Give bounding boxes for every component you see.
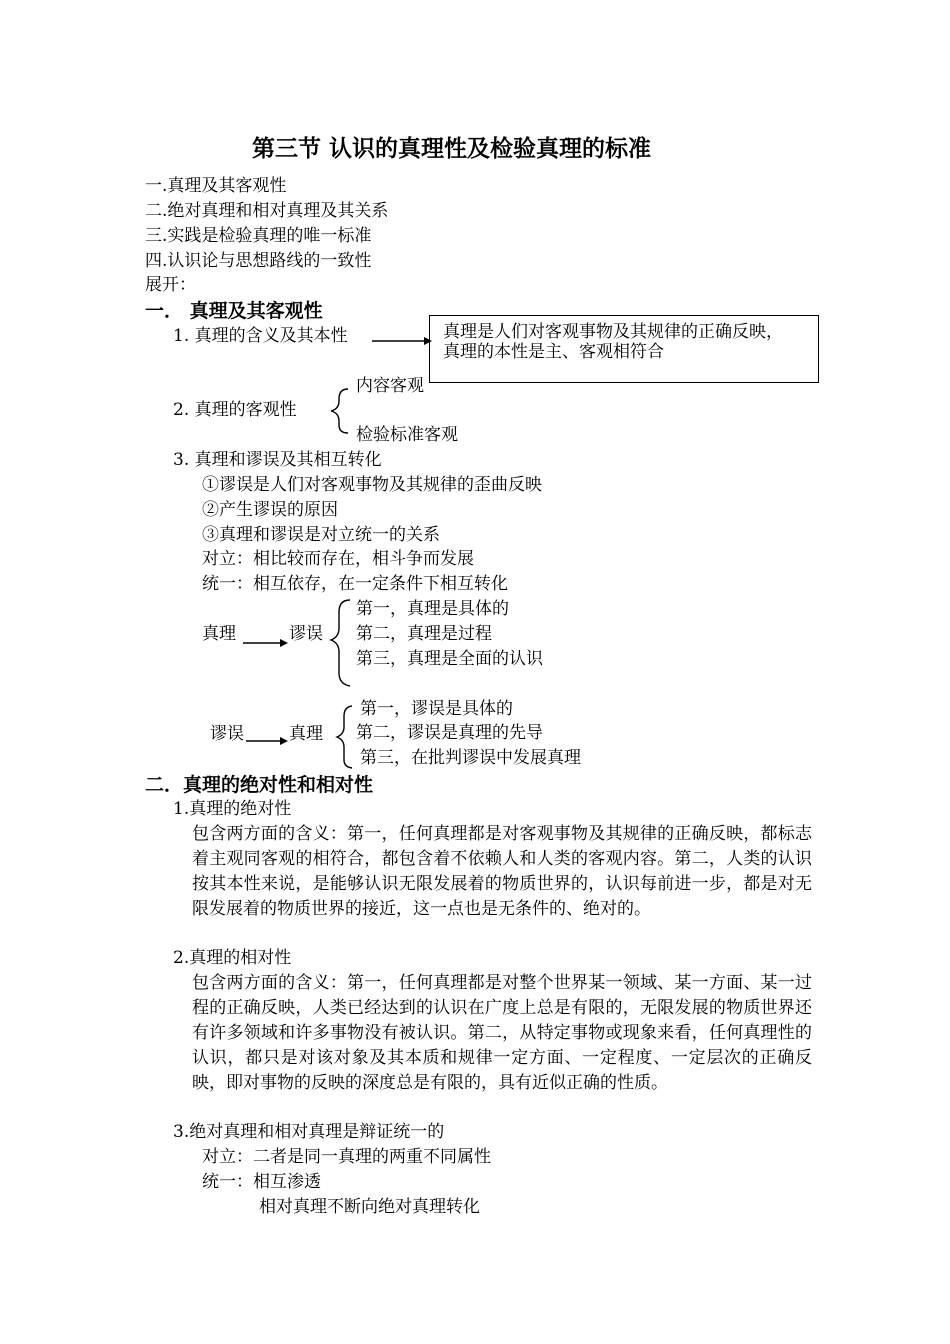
t2e-item-2: 第二，真理是过程 xyxy=(356,624,492,644)
truth-meaning-label: 1. 真理的含义及其本性 xyxy=(173,326,348,346)
t2e-item-1: 第一，真理是具体的 xyxy=(356,599,509,619)
relativity-label: 2.真理的相对性 xyxy=(173,948,292,968)
e2t-from: 谬误 xyxy=(210,724,244,744)
expand-label: 展开： xyxy=(145,275,196,295)
section1-heading: 一． 真理及其客观性 xyxy=(145,300,323,322)
truth-definition-line-1: 真理是人们对客观事物及其规律的正确反映， xyxy=(443,322,783,342)
e2t-item-2: 第二，谬误是真理的先导 xyxy=(356,723,543,743)
outline-item-2: 二.绝对真理和相对真理及其关系 xyxy=(145,201,389,221)
objectivity-criterion: 检验标准客观 xyxy=(356,425,458,445)
t2e-from: 真理 xyxy=(202,624,236,644)
t2e-to: 谬误 xyxy=(289,624,323,644)
relativity-text: 包含两方面的含义：第一，任何真理都是对整个世界某一领域、某一方面、某一过程的正确反映，人类已经达到的认识在广度上总是有限的，无限发展的物质世界还有许多领域和许多事物没有被认识。第二，从特定事物或现象来看，任何真理性的认识，都只是对该对象及其本质和规律一定方面、一定程度、一定层次的正确反映，即对事物的反映的深度总是有限的，具有近似正确的性质。 xyxy=(192,973,812,1093)
e2t-item-1: 第一，谬误是具体的 xyxy=(360,699,513,719)
absoluteness-label: 1.真理的绝对性 xyxy=(173,799,292,819)
e2t-item-3: 第三，在批判谬误中发展真理 xyxy=(360,748,581,768)
meaning-arrow-head xyxy=(424,337,432,345)
dialectical-opposition: 对立：二者是同一真理的两重不同属性 xyxy=(202,1147,491,1167)
truth-error-label: 3. 真理和谬误及其相互转化 xyxy=(173,450,382,470)
outline-item-3: 三.实践是检验真理的唯一标准 xyxy=(145,226,372,246)
error-point-3: ③真理和谬误是对立统一的关系 xyxy=(202,525,440,545)
truth-objectivity-label: 2. 真理的客观性 xyxy=(173,400,297,420)
t2e-brace xyxy=(331,600,350,686)
objectivity-brace xyxy=(331,389,348,433)
outline-item-1: 一.真理及其客观性 xyxy=(145,176,287,196)
e2t-arrow-head xyxy=(280,737,288,745)
e2t-to: 真理 xyxy=(289,724,323,744)
error-point-1: ①谬误是人们对客观事物及其规律的歪曲反映 xyxy=(202,475,542,495)
dialectical-unity: 统一：相互渗透 xyxy=(202,1172,321,1192)
page-title: 第三节 认识的真理性及检验真理的标准 xyxy=(252,136,652,162)
dialectical-unity-label: 3.绝对真理和相对真理是辩证统一的 xyxy=(173,1122,445,1142)
t2e-item-3: 第三，真理是全面的认识 xyxy=(356,649,543,669)
dialectical-unity-detail: 相对真理不断向绝对真理转化 xyxy=(259,1197,480,1217)
unity-line: 统一：相互依存，在一定条件下相互转化 xyxy=(202,574,508,594)
outline-item-4: 四.认识论与思想路线的一致性 xyxy=(145,251,372,271)
opposition-line: 对立：相比较而存在，相斗争而发展 xyxy=(202,549,474,569)
truth-definition-line-2: 真理的本性是主、客观相符合 xyxy=(443,342,664,362)
error-point-2: ②产生谬误的原因 xyxy=(202,500,338,520)
e2t-brace xyxy=(337,706,352,768)
objectivity-content: 内容客观 xyxy=(356,376,424,396)
t2e-arrow-head xyxy=(280,639,288,647)
section2-heading: 二．真理的绝对性和相对性 xyxy=(145,774,374,796)
absoluteness-text: 包含两方面的含义：第一，任何真理都是对客观事物及其规律的正确反映，都标志着主观同客观的相符合，都包含着不依赖人和人类的客观内容。第二，人类的认识按其本性来说，是能够认识无限发展着的物质世界的，认识每前进一步，都是对无限发展着的物质世界的接近，这一点也是无条件的、绝对的。 xyxy=(192,824,812,919)
